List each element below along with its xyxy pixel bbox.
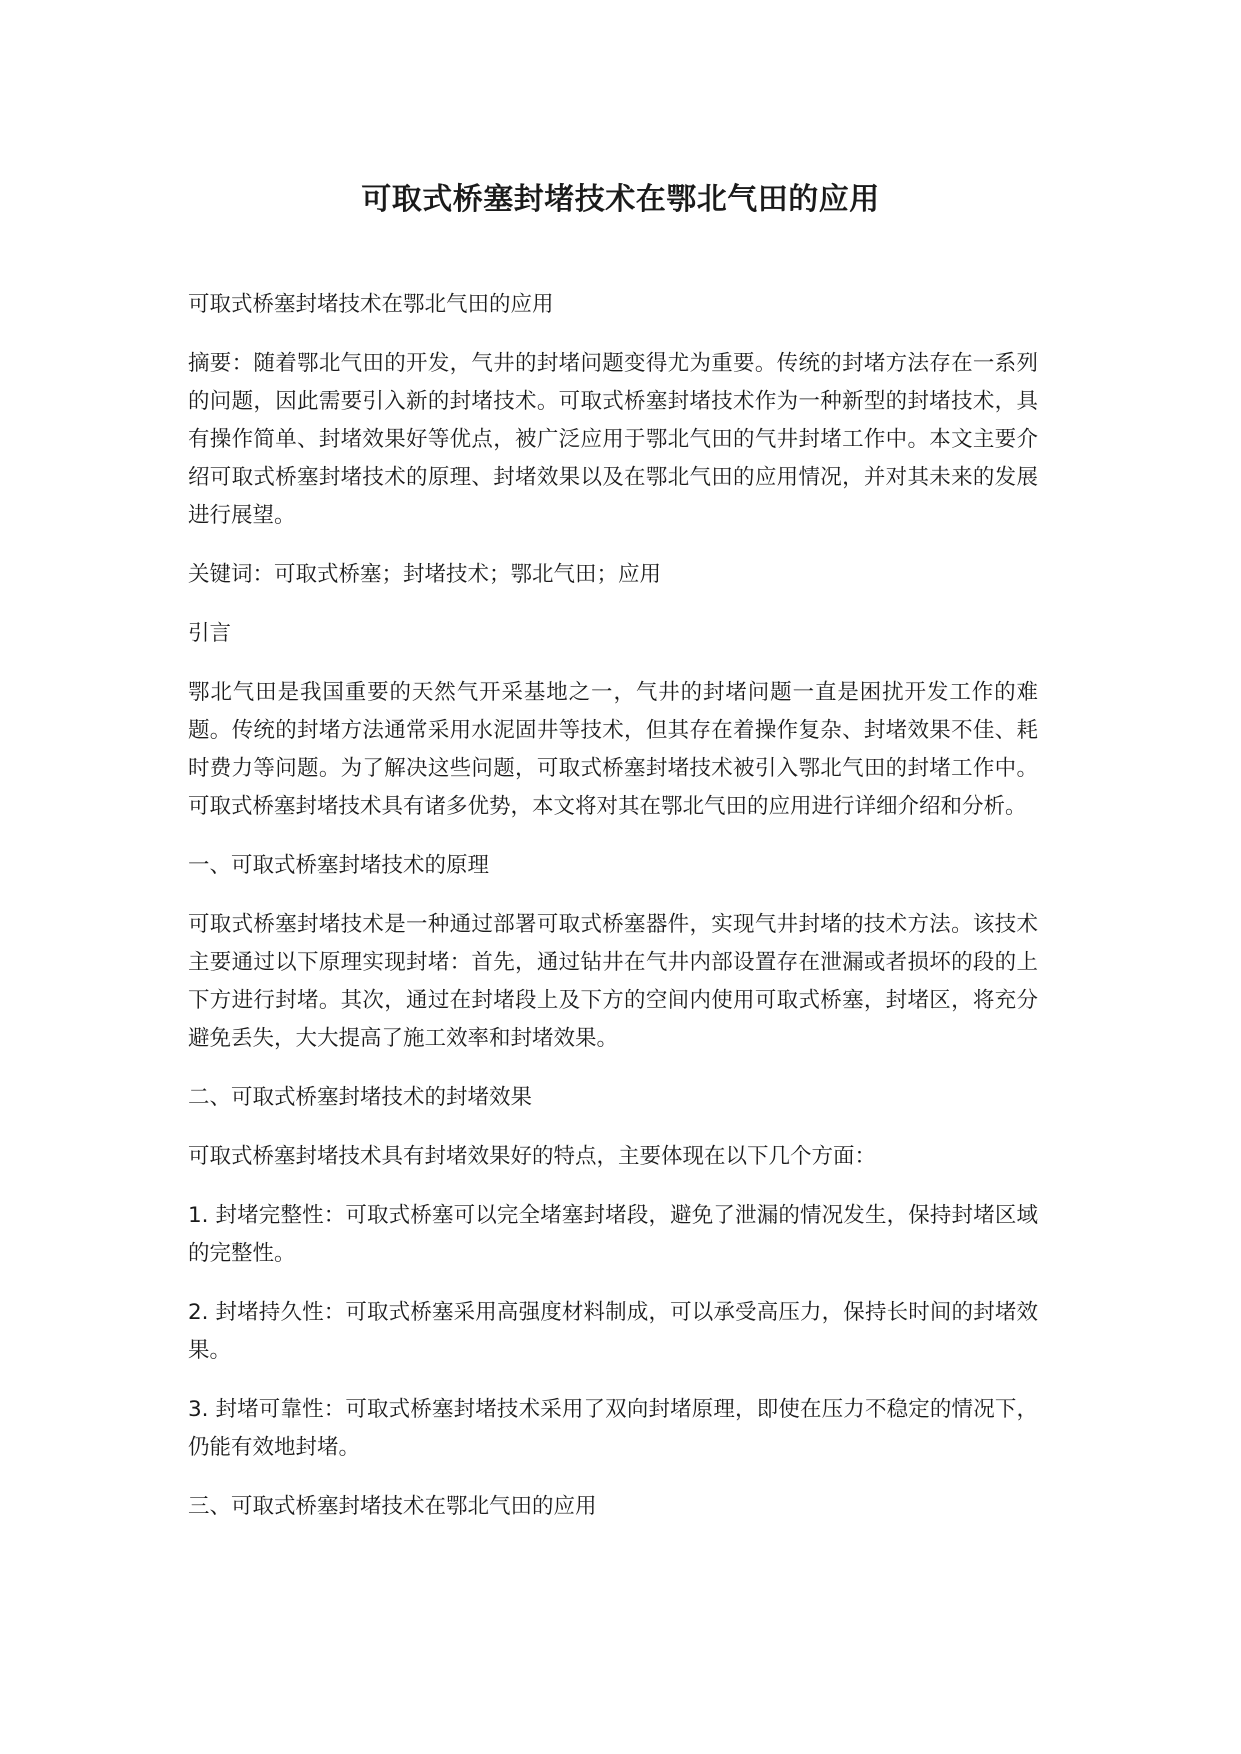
keywords-paragraph: 关键词：可取式桥塞；封堵技术；鄂北气田；应用 — [188, 562, 662, 587]
introduction-paragraph: 鄂北气田是我国重要的天然气开采基地之一，气井的封堵问题一直是困扰开发工作的难题。传统的封堵方法通常采用水泥固井等技术，但其存在着操作复杂、封堵效果不佳、耗时费力等问题。为了解决这些问题，可取式桥塞封堵技术被引入鄂北气田的封堵工作中。可取式桥塞封堵技术具有诸多优势，本文将对其在鄂北气田的应用进行详细介绍和分析。 — [188, 680, 1038, 819]
list-item-reliability: 3. 封堵可靠性：可取式桥塞封堵技术采用了双向封堵原理，即使在压力不稳定的情况下，仍能有效地封堵。 — [188, 1397, 1038, 1460]
subtitle-paragraph: 可取式桥塞封堵技术在鄂北气田的应用 — [188, 292, 554, 317]
list-item-integrity: 1. 封堵完整性：可取式桥塞可以完全堵塞封堵段，避免了泄漏的情况发生，保持封堵区域的完整性。 — [188, 1203, 1038, 1266]
list-item-durability: 2. 封堵持久性：可取式桥塞采用高强度材料制成，可以承受高压力，保持长时间的封堵效果。 — [188, 1300, 1038, 1363]
page-title: 可取式桥塞封堵技术在鄂北气田的应用 — [361, 182, 880, 217]
section-heading-application: 三、可取式桥塞封堵技术在鄂北气田的应用 — [188, 1494, 597, 1519]
effect-intro-paragraph: 可取式桥塞封堵技术具有封堵效果好的特点，主要体现在以下几个方面： — [188, 1144, 877, 1169]
abstract-paragraph: 摘要：随着鄂北气田的开发，气井的封堵问题变得尤为重要。传统的封堵方法存在一系列的问题，因此需要引入新的封堵技术。可取式桥塞封堵技术作为一种新型的封堵技术，具有操作简单、封堵效果好等优点，被广泛应用于鄂北气田的气井封堵工作中。本文主要介绍可取式桥塞封堵技术的原理、封堵效果以及在鄂北气田的应用情况，并对其未来的发展进行展望。 — [188, 351, 1038, 528]
section-heading-introduction: 引言 — [188, 621, 232, 646]
section-heading-effect: 二、可取式桥塞封堵技术的封堵效果 — [188, 1085, 533, 1110]
section-heading-principle: 一、可取式桥塞封堵技术的原理 — [188, 853, 490, 878]
principle-paragraph: 可取式桥塞封堵技术是一种通过部署可取式桥塞器件，实现气井封堵的技术方法。该技术主要通过以下原理实现封堵：首先，通过钻井在气井内部设置存在泄漏或者损坏的段的上下方进行封堵。其次，通过在封堵段上及下方的空间内使用可取式桥塞，封堵区，将充分避免丢失，大大提高了施工效率和封堵效果。 — [188, 912, 1038, 1051]
document-body — [188, 286, 1038, 1547]
